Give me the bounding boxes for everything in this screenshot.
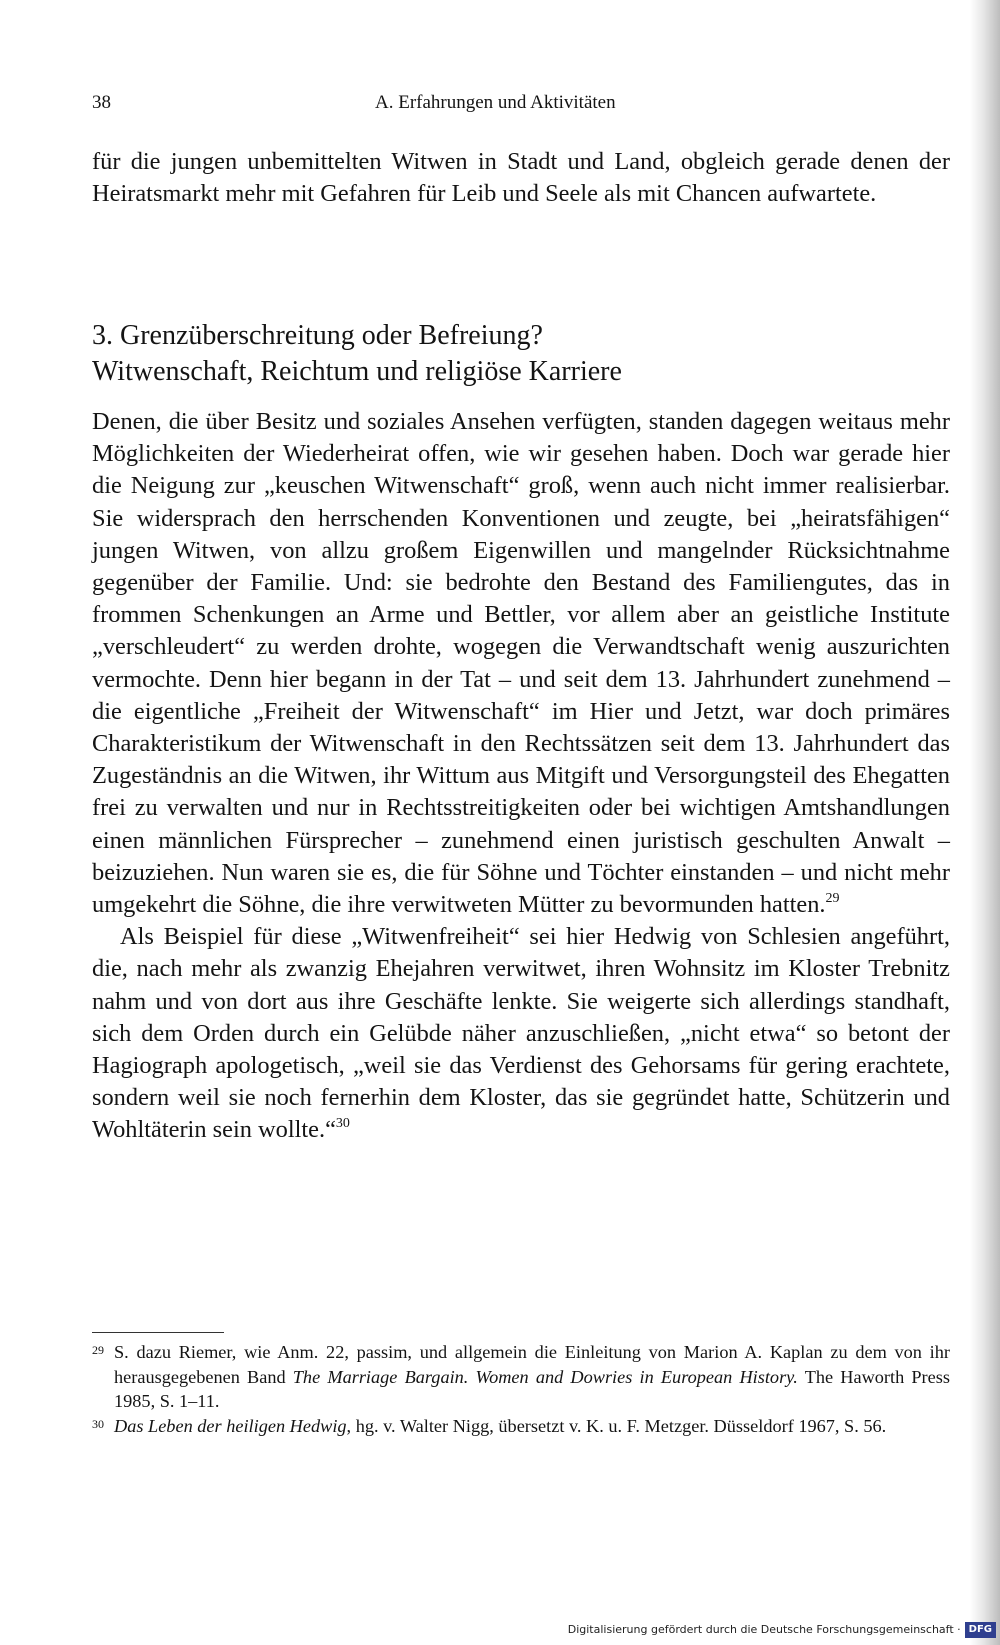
running-header — [92, 88, 952, 118]
footnote-ref-29: 29 — [825, 891, 840, 907]
footnote-separator — [92, 1332, 224, 1333]
page-edge-shadow — [970, 0, 1000, 1645]
footnote-text-tail: , hg. v. Walter Nigg, übersetzt v. K. u. F. Metzger. Düsseldorf 1967, S. 56. — [346, 1415, 887, 1436]
footnote-number: 29 — [92, 1343, 104, 1357]
footnotes — [92, 1340, 950, 1438]
digitization-banner-text: Digitalisierung gefördert durch die Deutsche Forschungsgemeinschaft · — [567, 1623, 961, 1636]
paragraph-2-text: Als Beispiel für diese „Witwenfreiheit“ sei hier Hedwig von Schlesien angeführt, die, nach mehr als zwanzig Ehejahren verwitwet, ihren Wohnsitz im Kloster Trebnitz nahm und von dort aus ihre Geschäfte lenkte. Sie weigerte sich allerdings standhaft, sich dem Orden durch ein Gelübde näher anzuschließen, „nicht etwa“ so betont der Hagiograph apologetisch, „weil sie das Verdienst des Gehorsams für gering erachtete, sondern weil sie noch fernerhin dem Kloster, das sie gegründet hatte, Schützerin und Wohltäterin sein wollte.“ — [92, 923, 950, 1144]
section-heading-line-2: Witwenschaft, Reichtum und religiöse Karriere — [92, 356, 622, 387]
main-text — [92, 406, 950, 1147]
section-heading — [92, 318, 950, 390]
dfg-logo: DFG — [965, 1622, 996, 1638]
paragraph-1-text: Denen, die über Besitz und soziales Ansehen verfügten, standen dagegen weitaus mehr Möglichkeiten der Wiederheirat offen, wie wir gesehen haben. Doch war gerade hier die Neigung zur „keuschen Witwenschaft“ groß, wenn auch nicht immer realisierbar. Sie widersprach den herrschenden Konventionen und zeugte, bei „heiratsfähigen“ jungen Witwen, von allzu großem Eigenwillen und mangelnder Rücksichtnahme gegenüber der Familie. Und: sie bedrohte den Bestand des Familiengutes, das in frommen Schenkungen an Arme und Bettler, vor allem aber an geistliche Institute „verschleudert“ zu werden drohte, wogegen die Verwandtschaft wenig auszurichten vermochte. Denn hier begann in der Tat – und seit dem 13. Jahrhundert zunehmend – die eigentliche „Freiheit der Witwenschaft“ im Hier und Jetzt, war doch primäres Charakteristikum der Witwenschaft in den Rechtssätzen seit dem 13. Jahrhundert das Zugeständnis an die Witwen, ihr Wittum aus Mitgift und Versorgungsteil des Ehegatten frei zu verwalten und nur in Rechtsstreitigkeiten oder bei wichtigen Amtshandlungen einen männlichen Fürsprecher – zunehmend einen juristisch geschulten Anwalt – beizuziehen. Nun waren sie es, die für Söhne und Töchter einstanden – und nicht mehr umgekehrt die Söhne, die ihre verwitweten Mütter zu bevormunden hatten. — [92, 408, 950, 919]
paragraph-1 — [92, 406, 950, 921]
running-head-title: A. Erfahrungen und Aktivitäten — [375, 92, 616, 113]
footnote-29 — [92, 1340, 950, 1414]
footnote-30 — [92, 1414, 950, 1439]
paragraph-2 — [92, 921, 950, 1146]
intro-paragraph-block — [92, 146, 950, 210]
intro-paragraph: für die jungen unbemittelten Witwen in Stadt und Land, obgleich gerade denen der Heiratsmarkt mehr mit Gefahren für Leib und Seele als mit Chancen aufwartete. — [92, 148, 950, 208]
footnote-text-tail: The Haworth Press 1985, S. 1–11. — [114, 1366, 950, 1411]
footnote-number: 30 — [92, 1416, 104, 1431]
footnote-text: S. dazu Riemer, wie Anm. 22, passim, und allgemein die Einleitung von Marion A. Kaplan zu dem von ihr herausgegebenen Band — [114, 1342, 950, 1387]
page-number: 38 — [92, 92, 111, 113]
digitization-banner — [568, 1621, 996, 1639]
footnote-book-title: The Marriage Bargain. Women and Dowries in European History. — [292, 1366, 798, 1387]
section-heading-line-1: 3. Grenzüberschreitung oder Befreiung? — [92, 320, 543, 351]
footnote-book-title: Das Leben der heiligen Hedwig — [114, 1415, 347, 1436]
footnote-ref-30: 30 — [335, 1116, 350, 1132]
